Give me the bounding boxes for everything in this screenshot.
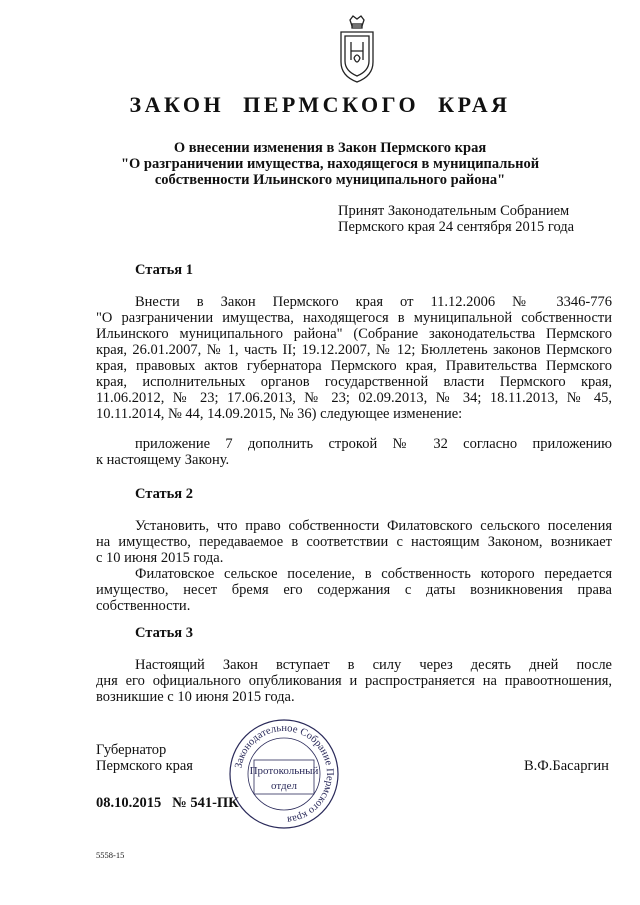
- article-2-paragraph-2: [96, 566, 612, 614]
- text-line: края, правовых актов губернатора Пермского края, Правительства Пермского: [96, 358, 612, 374]
- stamp-center-line: Протокольный: [249, 765, 319, 777]
- text-line: 10.11.2014, № 44, 14.09.2015, № 36) следующее изменение:: [96, 406, 463, 422]
- text-line: Внести в Закон Пермского края от 11.12.2006 № 3346-776: [135, 294, 612, 310]
- article-3-heading: Статья 3: [135, 625, 193, 641]
- date-and-number: 08.10.2015 № 541-ПК: [96, 795, 239, 811]
- text-line: имущество, несет бремя его содержания с даты возникновения права: [96, 582, 612, 598]
- text-line: возникшие с 10 июня 2015 года.: [96, 689, 295, 705]
- subtitle-line: собственности Ильинского муниципального района": [154, 172, 506, 188]
- text-line: дня его официального опубликования и распространяется на правоотношения,: [96, 673, 612, 689]
- text-line: на имущество, передаваемое в соответствии с настоящим Законом, возникает: [96, 534, 612, 550]
- text-line: края, 26.01.2007, № 1, часть II; 19.12.2007, № 12; Бюллетень законов Пермского: [96, 342, 612, 358]
- position-line: Губернатор: [96, 742, 167, 758]
- adoption-line: Принят Законодательным Собранием: [338, 203, 570, 219]
- text-line: к настоящему Закону.: [96, 452, 230, 468]
- stamp-ring-text: Законодательное Собрание Пермского края: [233, 722, 336, 825]
- signatory-position: [96, 742, 193, 774]
- adoption-note: [338, 203, 574, 235]
- text-line: Установить, что право собственности Филатовского сельского поселения: [135, 518, 612, 534]
- text-line: собственности.: [96, 598, 191, 614]
- official-stamp: [228, 718, 340, 830]
- article-1-paragraph-2: [96, 436, 612, 468]
- text-line: "О разграничении имущества, находящегося в муниципальной собственности: [96, 310, 612, 326]
- text-line: Ильинского муниципального района" (Собрание законодательства Пермского: [96, 326, 612, 342]
- text-line: края, исполнительных органов государственной власти Пермского края,: [96, 374, 612, 390]
- article-1-paragraph-1: [96, 294, 612, 422]
- subtitle-line: "О разграничении имущества, находящегося в муниципальной: [120, 156, 540, 172]
- stamp-center-line: отдел: [271, 780, 297, 792]
- text-line: с 10 июня 2015 года.: [96, 550, 224, 566]
- signatory-name: В.Ф.Басаргин: [524, 758, 609, 774]
- text-line: Филатовское сельское поселение, в собственность которого передается: [135, 566, 612, 582]
- article-3-paragraph-1: [96, 657, 612, 705]
- position-line: Пермского края: [96, 758, 193, 774]
- law-subtitle: [100, 140, 560, 188]
- text-line: 11.06.2012, № 23; 17.06.2013, № 23; 02.09.2013, № 34; 18.11.2013, № 45,: [96, 390, 612, 406]
- article-2-heading: Статья 2: [135, 486, 193, 502]
- text-line: приложение 7 дополнить строкой № 32 согласно приложению: [135, 436, 612, 452]
- subtitle-line: О внесении изменения в Закон Пермского края: [173, 140, 487, 156]
- text-line: Настоящий Закон вступает в силу через десять дней после: [135, 657, 612, 673]
- article-2-paragraph-1: [96, 518, 612, 566]
- article-1-heading: Статья 1: [135, 262, 193, 278]
- document-code: 5558-15: [96, 850, 125, 860]
- coat-of-arms-icon: [336, 14, 378, 84]
- law-title: ЗАКОН ПЕРМСКОГО КРАЯ: [129, 92, 511, 117]
- adoption-line: Пермского края 24 сентября 2015 года: [338, 219, 575, 235]
